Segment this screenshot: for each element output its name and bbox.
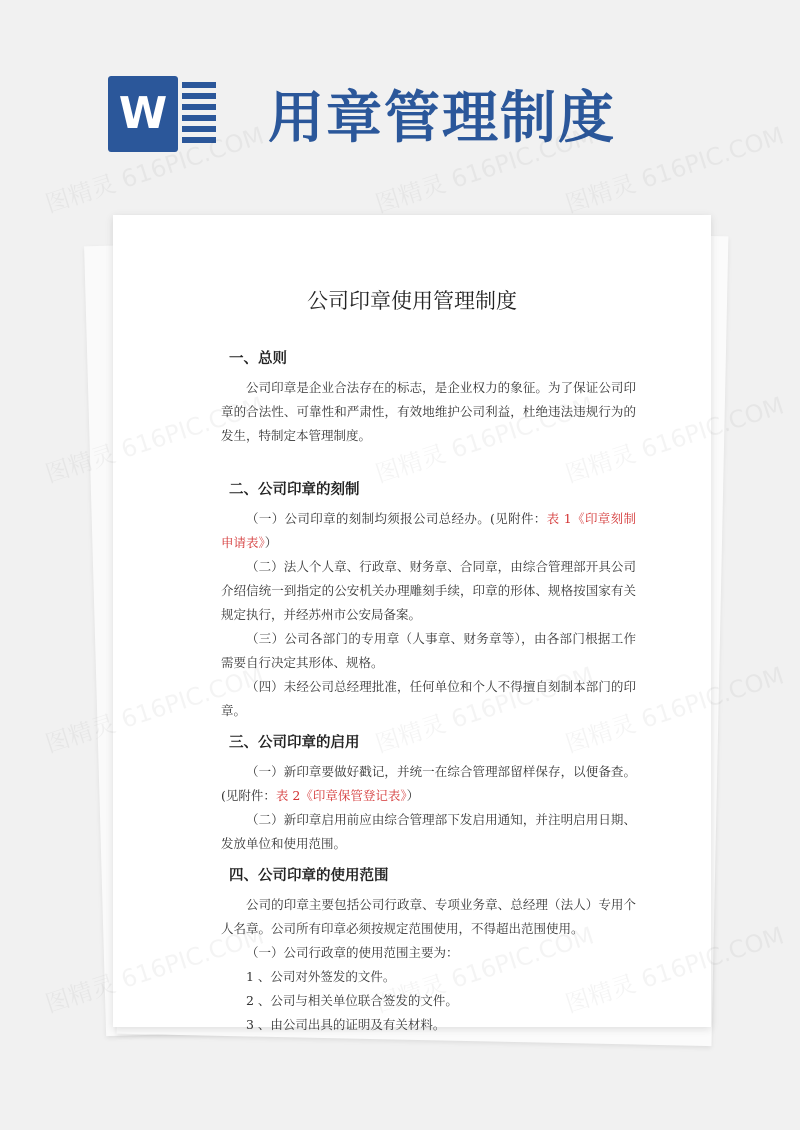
attachment-reference: 表 2《印章保管登记表》	[275, 788, 407, 803]
paragraph	[221, 507, 636, 555]
paragraph-text: 1 、公司对外签发的文件。	[246, 969, 396, 984]
paragraph-text: （一）新印章要做好戳记，并统一在综合管理部留样保存，以便备查。(见附件：	[221, 764, 636, 803]
section-heading: 二、公司印章的刻制	[229, 481, 360, 498]
paragraph	[221, 965, 636, 989]
paragraph-text: （四）未经公司总经理批准，任何单位和个人不得擅自刻制本部门的印章。	[221, 679, 636, 718]
paragraph	[221, 1013, 636, 1037]
paragraph-text: 3 、由公司出具的证明及有关材料。	[246, 1017, 446, 1032]
paragraph-text: 公司印章是企业合法存在的标志，是企业权力的象征。为了保证公司印章的合法性、可靠性和严肃性，有效地维护公司利益，杜绝违法违规行为的发生，特制定本管理制度。	[221, 380, 636, 443]
paragraph-text: ）	[264, 535, 278, 550]
paragraph-text: ）	[406, 788, 420, 803]
document-title: 公司印章使用管理制度	[307, 289, 517, 313]
paragraph-text: 2 、公司与相关单位联合签发的文件。	[246, 993, 458, 1008]
paragraph	[221, 893, 636, 941]
paragraph	[221, 555, 636, 627]
paragraph-text: （二）法人个人章、行政章、财务章、合同章，由综合管理部开具公司介绍信统一到指定的公安机关办理雕刻手续，印章的形体、规格按国家有关规定执行，并经苏州市公安局备案。	[221, 559, 636, 622]
document-body	[221, 339, 636, 1037]
paragraph	[221, 675, 636, 723]
document-page	[113, 215, 711, 1032]
paragraph-text: （三）公司各部门的专用章（人事章、财务章等），由各部门根据工作需要自行决定其形体、规格。	[221, 631, 636, 670]
attachment-reference: 表 1《印章刻制申请表》	[221, 511, 636, 550]
paragraph	[221, 808, 636, 856]
word-app-icon	[108, 68, 216, 160]
paragraph	[221, 941, 636, 965]
section-heading: 四、公司印章的使用范围	[229, 867, 389, 884]
word-letter-icon: W	[108, 76, 178, 152]
paragraph-text: （一）公司印章的刻制均须报公司总经办。(见附件：	[246, 511, 547, 526]
paragraph-text: 公司的印章主要包括公司行政章、专项业务章、总经理（法人）专用个人名章。公司所有印章必须按规定范围使用，不得超出范围使用。	[221, 897, 636, 936]
paragraph	[221, 760, 636, 808]
paragraph	[221, 627, 636, 675]
section-heading: 一、总则	[229, 350, 287, 367]
banner-title: 用章管理制度	[268, 86, 616, 151]
document-lines-icon	[182, 82, 216, 148]
paragraph	[221, 989, 636, 1013]
paragraph-text: （二）新印章启用前应由综合管理部下发启用通知，并注明启用日期、发放单位和使用范围。	[221, 812, 636, 851]
section-heading: 三、公司印章的启用	[229, 734, 360, 751]
paragraph-text: （一）公司行政章的使用范围主要为：	[246, 945, 459, 960]
paragraph	[221, 376, 636, 448]
